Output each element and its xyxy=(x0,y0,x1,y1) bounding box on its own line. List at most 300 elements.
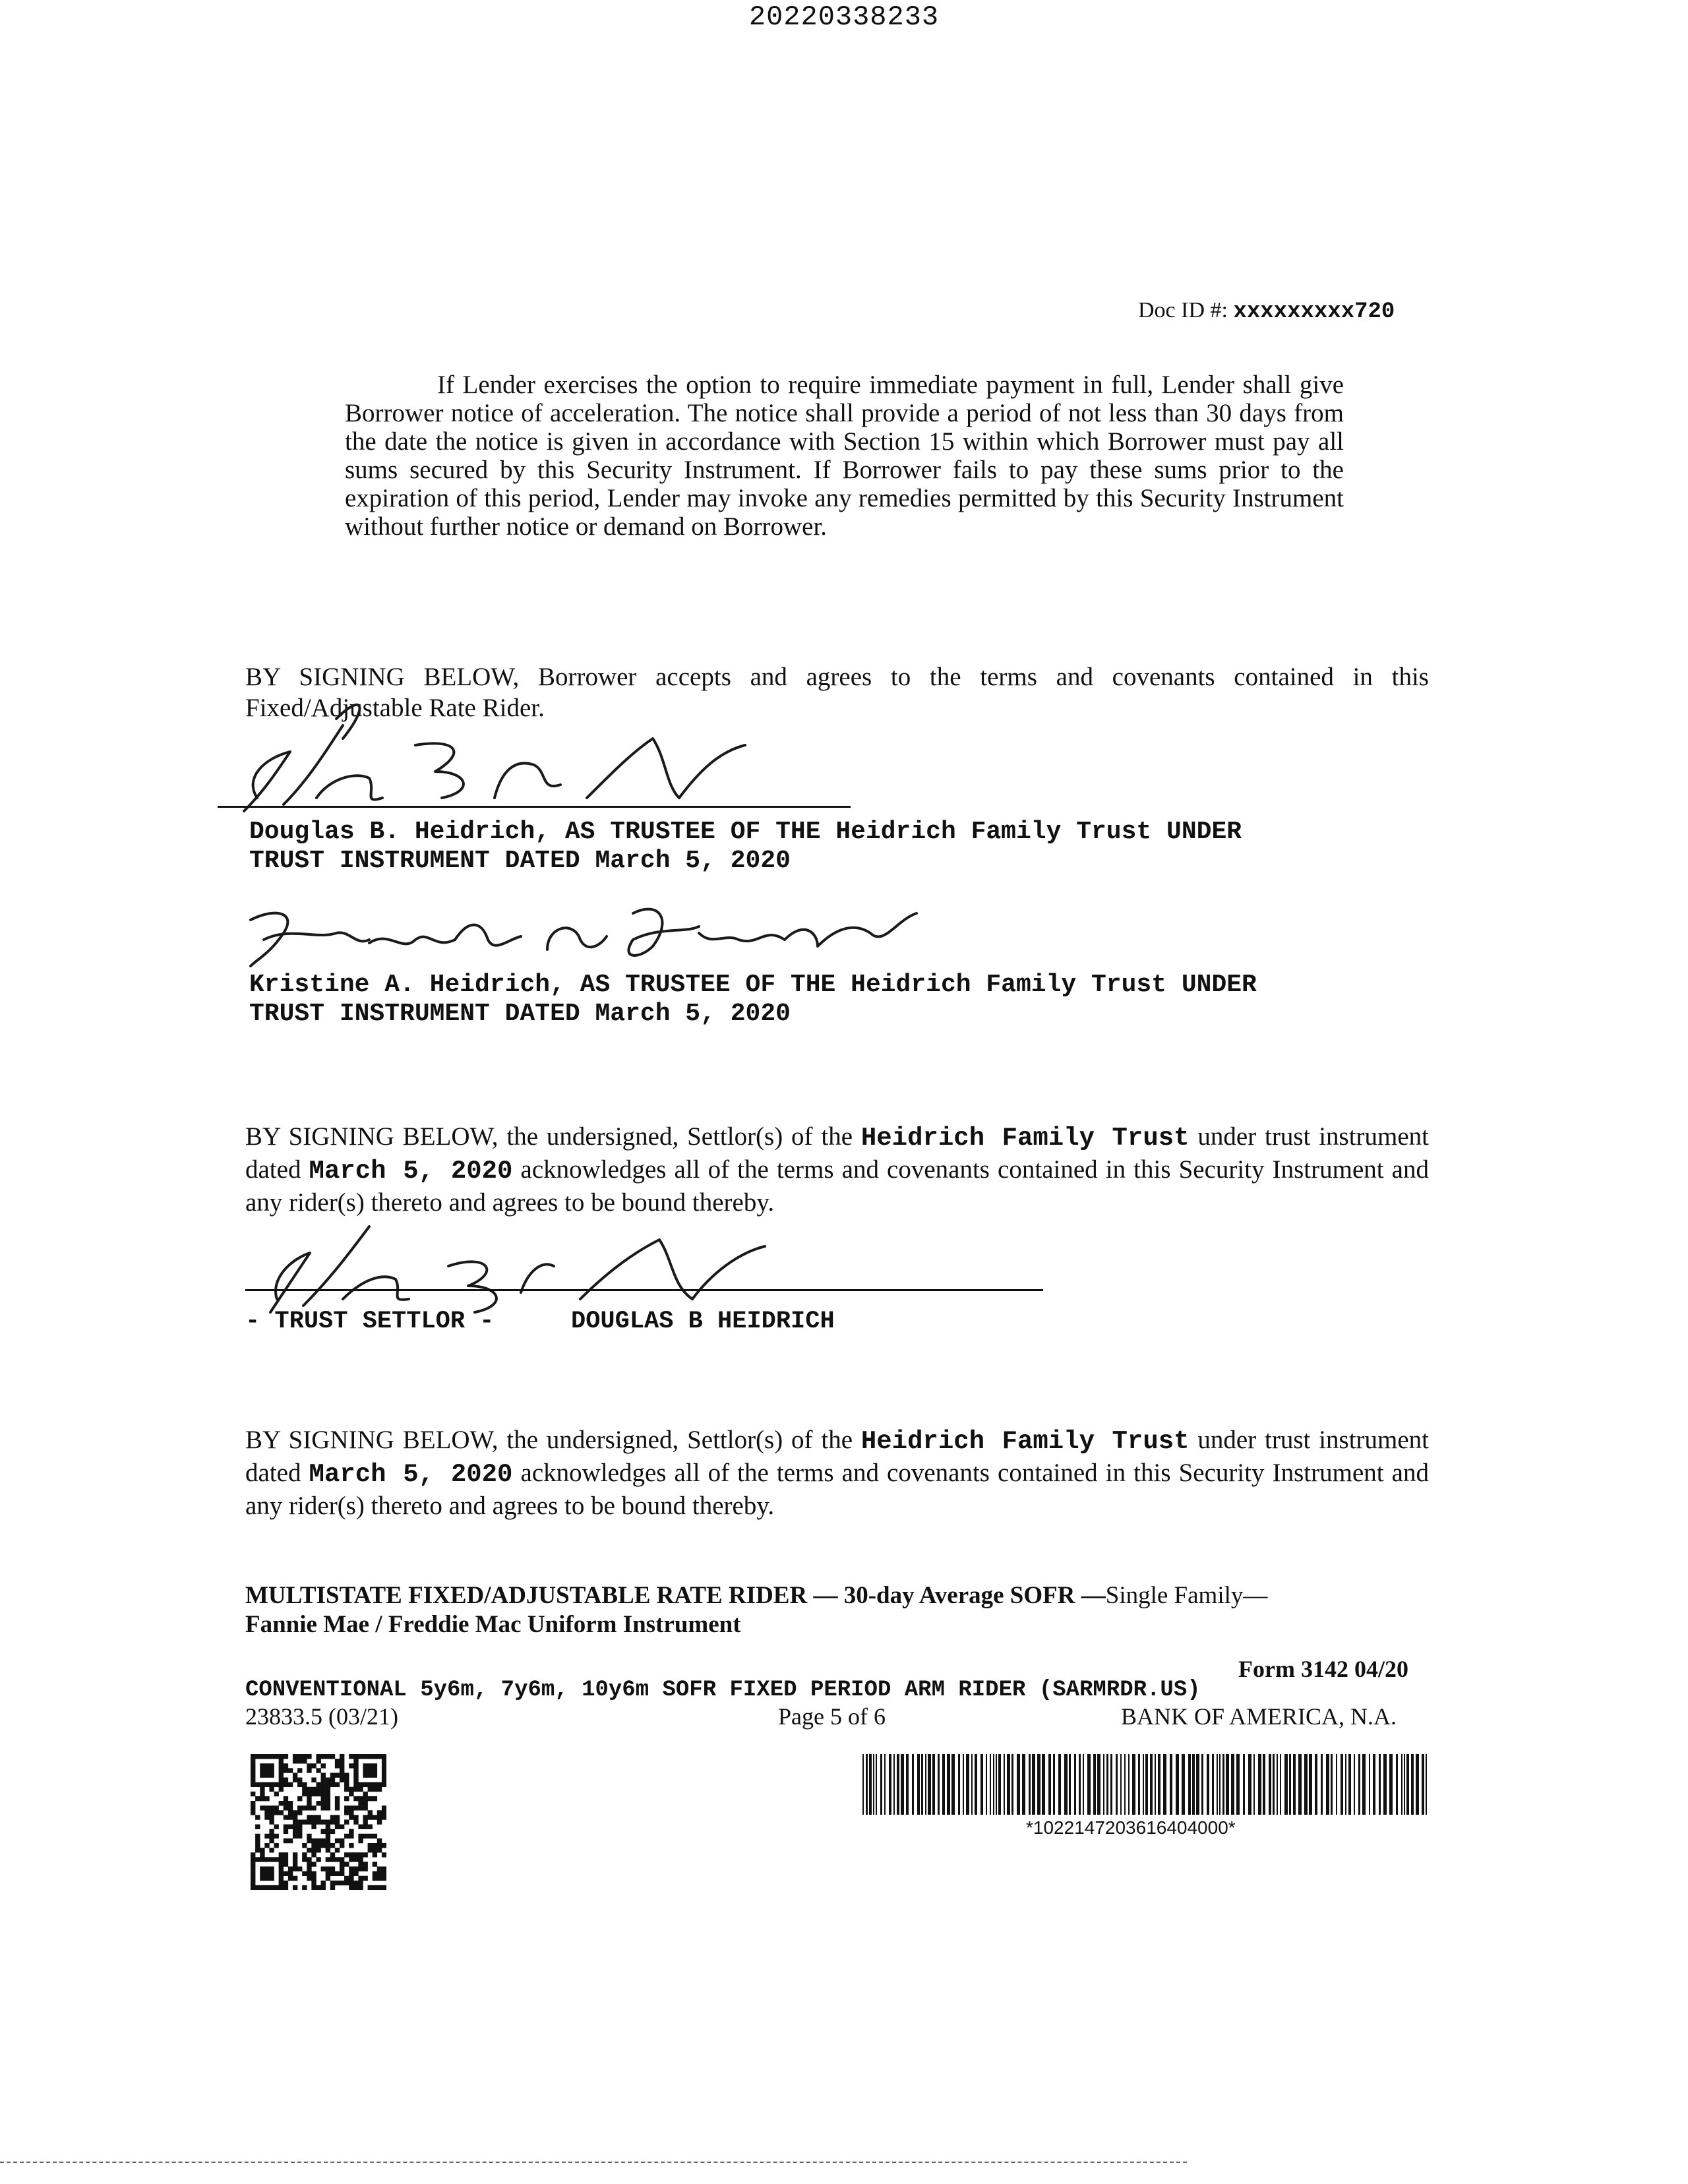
signer-kristine-line-2: TRUST INSTRUMENT DATED March 5, 2020 xyxy=(249,1000,791,1028)
qr-module xyxy=(316,1801,320,1805)
qr-module xyxy=(377,1754,382,1759)
barcode-bar xyxy=(971,1754,973,1815)
qr-module xyxy=(255,1825,260,1829)
qr-module xyxy=(340,1759,344,1763)
qr-module xyxy=(363,1782,367,1787)
qr-module xyxy=(373,1871,377,1876)
qr-module xyxy=(358,1885,363,1890)
qr-module xyxy=(373,1862,377,1866)
qr-module xyxy=(349,1871,353,1876)
qr-module xyxy=(373,1754,377,1759)
barcode-bar xyxy=(1120,1754,1122,1815)
signer-douglas-line-1: Douglas B. Heidrich, AS TRUSTEE OF THE Heidrich Family Trust UNDER xyxy=(249,818,1242,846)
qr-module xyxy=(340,1825,344,1829)
qr-module xyxy=(284,1825,288,1829)
barcode-bar xyxy=(947,1754,950,1815)
barcode-bar xyxy=(1087,1754,1091,1815)
qr-module xyxy=(307,1768,311,1773)
qr-module xyxy=(307,1848,311,1852)
qr-module xyxy=(321,1763,326,1768)
barcode-bar xyxy=(1345,1754,1346,1815)
barcode-bar xyxy=(990,1754,991,1815)
qr-module xyxy=(321,1801,326,1805)
qr-code xyxy=(251,1754,386,1890)
qr-module xyxy=(307,1754,311,1759)
qr-module xyxy=(344,1810,349,1815)
barcode-bar xyxy=(1163,1754,1166,1815)
qr-module xyxy=(251,1754,255,1759)
qr-module xyxy=(326,1838,330,1843)
qr-module xyxy=(368,1810,373,1815)
qr-module xyxy=(321,1819,326,1824)
qr-module xyxy=(335,1881,340,1885)
barcode-bar xyxy=(876,1754,877,1815)
lender-name: BANK OF AMERICA, N.A. xyxy=(1121,1703,1397,1730)
qr-module xyxy=(382,1876,386,1881)
qr-module xyxy=(279,1782,284,1787)
qr-module xyxy=(269,1768,274,1773)
barcode-bar xyxy=(1004,1754,1005,1815)
barcode-bar xyxy=(1326,1754,1329,1815)
barcode-bar xyxy=(1097,1754,1100,1815)
qr-module xyxy=(358,1787,363,1792)
qr-module xyxy=(311,1876,316,1881)
barcode-bar xyxy=(1253,1754,1255,1815)
barcode-bar xyxy=(1231,1754,1234,1815)
qr-module xyxy=(340,1763,344,1768)
qr-module xyxy=(255,1782,260,1787)
qr-module xyxy=(368,1768,373,1773)
doc-id xyxy=(1138,298,1395,324)
qr-module xyxy=(293,1815,297,1819)
barcode-bar xyxy=(1226,1754,1229,1815)
qr-module xyxy=(326,1866,330,1871)
acceleration-paragraph xyxy=(345,371,1344,541)
qr-module xyxy=(330,1819,335,1824)
qr-module xyxy=(260,1876,264,1881)
qr-module xyxy=(316,1848,320,1852)
qr-module xyxy=(373,1876,377,1881)
qr-module xyxy=(382,1852,386,1857)
qr-module xyxy=(293,1754,297,1759)
barcode-bar xyxy=(1029,1754,1031,1815)
qr-module xyxy=(284,1881,288,1885)
qr-module xyxy=(363,1876,367,1881)
barcode-bar xyxy=(1293,1754,1296,1815)
qr-module xyxy=(264,1782,269,1787)
signer-douglas-line-2: TRUST INSTRUMENT DATED March 5, 2020 xyxy=(249,847,791,875)
qr-module xyxy=(358,1857,363,1862)
barcode-bar xyxy=(1170,1754,1172,1815)
qr-module xyxy=(264,1796,269,1801)
qr-module xyxy=(307,1862,311,1866)
qr-module xyxy=(316,1885,320,1890)
qr-module xyxy=(288,1871,293,1876)
barcode-bar xyxy=(963,1754,964,1815)
barcode xyxy=(862,1754,1427,1815)
qr-module xyxy=(335,1801,340,1805)
qr-module xyxy=(335,1763,340,1768)
qr-module xyxy=(326,1857,330,1862)
barcode-bar xyxy=(1064,1754,1068,1815)
doc-id-label: Doc ID #: xyxy=(1138,298,1228,322)
qr-module xyxy=(340,1866,344,1871)
qr-module xyxy=(251,1759,255,1763)
qr-module xyxy=(274,1810,279,1815)
barcode-bar xyxy=(1406,1754,1409,1815)
signature-settlor xyxy=(237,1187,897,1319)
settlor-acknowledgement-1: BY SIGNING BELOW, the undersigned, Settlor(s) of the Heidrich Family Trust under trust instrument dated March 5, 2020 acknowledges all of the terms and covenants contained in this Security Instrument and any rider(s) thereto and agrees to be bound thereby. xyxy=(245,1122,1430,1217)
qr-module xyxy=(326,1871,330,1876)
qr-module xyxy=(255,1848,260,1852)
qr-module xyxy=(302,1819,307,1824)
barcode-bar xyxy=(1219,1754,1221,1815)
qr-module xyxy=(297,1825,302,1829)
signer-kristine-line-1: Kristine A. Heidrich, AS TRUSTEE OF THE Heidrich Family Trust UNDER xyxy=(249,971,1257,999)
barcode-bar xyxy=(1058,1754,1061,1815)
qr-module xyxy=(307,1876,311,1881)
qr-module xyxy=(358,1754,363,1759)
qr-module xyxy=(269,1754,274,1759)
qr-module xyxy=(321,1792,326,1796)
qr-module xyxy=(349,1885,353,1890)
qr-module xyxy=(373,1787,377,1792)
signature-douglas xyxy=(218,699,798,818)
qr-module xyxy=(269,1829,274,1834)
qr-module xyxy=(358,1838,363,1843)
qr-module xyxy=(251,1881,255,1885)
qr-module xyxy=(330,1871,335,1876)
barcode-bar xyxy=(1416,1754,1419,1815)
qr-module xyxy=(284,1754,288,1759)
barcode-bar xyxy=(993,1754,994,1815)
qr-module xyxy=(279,1866,284,1871)
qr-module xyxy=(255,1796,260,1801)
barcode-bar xyxy=(866,1754,868,1815)
qr-module xyxy=(330,1852,335,1857)
barcode-bar xyxy=(897,1754,899,1815)
qr-module xyxy=(311,1825,316,1829)
qr-module xyxy=(293,1866,297,1871)
qr-module xyxy=(335,1857,340,1862)
qr-module xyxy=(349,1810,353,1815)
qr-module xyxy=(279,1773,284,1777)
qr-module xyxy=(373,1773,377,1777)
qr-module xyxy=(368,1825,373,1829)
qr-module xyxy=(353,1885,358,1890)
qr-module xyxy=(363,1763,367,1768)
qr-module xyxy=(340,1768,344,1773)
qr-module xyxy=(353,1773,358,1777)
qr-module xyxy=(363,1773,367,1777)
barcode-bar xyxy=(862,1754,864,1815)
barcode-bar xyxy=(869,1754,872,1815)
barcode-bar xyxy=(1426,1754,1427,1815)
qr-module xyxy=(326,1829,330,1834)
barcode-bar xyxy=(1150,1754,1153,1815)
qr-module xyxy=(284,1829,288,1834)
barcode-bar xyxy=(1145,1754,1148,1815)
barcode-bar xyxy=(1192,1754,1195,1815)
qr-module xyxy=(335,1848,340,1852)
qr-module xyxy=(382,1782,386,1787)
qr-module xyxy=(307,1801,311,1805)
qr-module xyxy=(307,1787,311,1792)
qr-module xyxy=(382,1778,386,1782)
qr-module xyxy=(316,1754,320,1759)
qr-module xyxy=(321,1885,326,1890)
qr-module xyxy=(326,1796,330,1801)
qr-module xyxy=(251,1862,255,1866)
qr-module xyxy=(368,1885,373,1890)
qr-module xyxy=(293,1862,297,1866)
qr-module xyxy=(368,1834,373,1838)
qr-module xyxy=(353,1805,358,1810)
barcode-bar xyxy=(1396,1754,1398,1815)
qr-module xyxy=(288,1838,293,1843)
qr-module xyxy=(373,1843,377,1848)
signature-line-douglas xyxy=(218,806,851,808)
qr-module xyxy=(382,1754,386,1759)
qr-module xyxy=(260,1885,264,1890)
qr-module xyxy=(260,1796,264,1801)
barcode-bar xyxy=(1348,1754,1351,1815)
qr-module xyxy=(288,1768,293,1773)
qr-module xyxy=(264,1810,269,1815)
qr-module xyxy=(321,1838,326,1843)
qr-module xyxy=(358,1852,363,1857)
barcode-bar xyxy=(884,1754,886,1815)
qr-module xyxy=(358,1862,363,1866)
qr-module xyxy=(293,1819,297,1824)
form-code: CONVENTIONAL 5y6m, 7y6m, 10y6m SOFR FIXED PERIOD ARM RIDER (SARMRDR.US) xyxy=(245,1678,1201,1703)
barcode-bar xyxy=(938,1754,940,1815)
barcode-bar xyxy=(1243,1754,1245,1815)
qr-module xyxy=(269,1782,274,1787)
qr-module xyxy=(335,1838,340,1843)
qr-module xyxy=(368,1848,373,1852)
barcode-bar xyxy=(1401,1754,1402,1815)
barcode-bar xyxy=(925,1754,926,1815)
qr-module xyxy=(297,1834,302,1838)
qr-module xyxy=(344,1862,349,1866)
qr-module xyxy=(307,1871,311,1876)
qr-module xyxy=(340,1881,344,1885)
qr-module xyxy=(288,1805,293,1810)
qr-module xyxy=(279,1787,284,1792)
barcode-bar xyxy=(1188,1754,1191,1815)
qr-module xyxy=(335,1805,340,1810)
qr-module xyxy=(335,1782,340,1787)
qr-module xyxy=(307,1815,311,1819)
qr-module xyxy=(321,1843,326,1848)
qr-module xyxy=(251,1885,255,1890)
qr-module xyxy=(297,1819,302,1824)
qr-module xyxy=(335,1871,340,1876)
qr-module xyxy=(353,1796,358,1801)
barcode-bar xyxy=(980,1754,983,1815)
qr-module xyxy=(279,1871,284,1876)
qr-module xyxy=(284,1768,288,1773)
qr-module xyxy=(344,1773,349,1777)
barcode-bar xyxy=(986,1754,987,1815)
qr-module xyxy=(340,1754,344,1759)
barcode-bar xyxy=(1422,1754,1424,1815)
qr-module xyxy=(264,1843,269,1848)
qr-module xyxy=(307,1866,311,1871)
qr-module xyxy=(340,1843,344,1848)
qr-module xyxy=(279,1857,284,1862)
signature-kristine xyxy=(237,894,936,973)
qr-module xyxy=(340,1838,344,1843)
qr-module xyxy=(293,1778,297,1782)
qr-module xyxy=(382,1871,386,1876)
qr-module xyxy=(297,1782,302,1787)
qr-module xyxy=(284,1782,288,1787)
qr-module xyxy=(363,1862,367,1866)
qr-module xyxy=(363,1852,367,1857)
qr-module xyxy=(284,1805,288,1810)
qr-module xyxy=(284,1763,288,1768)
settlor-name: DOUGLAS B HEIDRICH xyxy=(571,1308,835,1335)
qr-module xyxy=(251,1778,255,1782)
qr-module xyxy=(251,1852,255,1857)
qr-module xyxy=(311,1787,316,1792)
qr-module xyxy=(269,1773,274,1777)
qr-module xyxy=(279,1801,284,1805)
doc-version: 23833.5 (03/21) xyxy=(245,1703,398,1730)
qr-module xyxy=(363,1754,367,1759)
qr-module xyxy=(373,1885,377,1890)
signature-line-settlor xyxy=(245,1289,1043,1291)
qr-module xyxy=(264,1754,269,1759)
qr-module xyxy=(264,1805,269,1810)
qr-module xyxy=(330,1773,335,1777)
qr-module xyxy=(264,1773,269,1777)
barcode-bar xyxy=(1201,1754,1203,1815)
qr-module xyxy=(279,1759,284,1763)
qr-module xyxy=(326,1754,330,1759)
qr-module xyxy=(297,1810,302,1815)
qr-module xyxy=(344,1876,349,1881)
barcode-bar xyxy=(1277,1754,1278,1815)
qr-module xyxy=(288,1801,293,1805)
barcode-bar xyxy=(1103,1754,1104,1815)
qr-module xyxy=(353,1857,358,1862)
qr-module xyxy=(330,1782,335,1787)
qr-module xyxy=(274,1792,279,1796)
qr-module xyxy=(293,1834,297,1838)
barcode-bar xyxy=(998,1754,1001,1815)
qr-module xyxy=(293,1852,297,1857)
qr-module xyxy=(255,1857,260,1862)
qr-module xyxy=(344,1787,349,1792)
qr-module xyxy=(269,1848,274,1852)
barcode-text: *1022147203616404000* xyxy=(1026,1817,1236,1838)
barcode-bar xyxy=(1007,1754,1010,1815)
barcode-bar xyxy=(951,1754,955,1815)
qr-module xyxy=(288,1866,293,1871)
qr-module xyxy=(377,1871,382,1876)
qr-module xyxy=(349,1866,353,1871)
barcode-bar xyxy=(1124,1754,1126,1815)
doc-id-value: xxxxxxxxx720 xyxy=(1233,299,1395,324)
qr-module xyxy=(251,1876,255,1881)
qr-module xyxy=(377,1885,382,1890)
qr-module xyxy=(269,1876,274,1881)
qr-module xyxy=(330,1866,335,1871)
qr-module xyxy=(373,1834,377,1838)
qr-module xyxy=(321,1829,326,1834)
barcode-bar xyxy=(1106,1754,1108,1815)
qr-module xyxy=(368,1815,373,1819)
barcode-bar xyxy=(1116,1754,1118,1815)
qr-module xyxy=(349,1763,353,1768)
qr-module xyxy=(260,1792,264,1796)
qr-module xyxy=(340,1871,344,1876)
qr-module xyxy=(330,1843,335,1848)
qr-module xyxy=(330,1829,335,1834)
qr-module xyxy=(316,1815,320,1819)
qr-module xyxy=(297,1829,302,1834)
trust-name: Heidrich Family Trust xyxy=(860,1427,1190,1456)
barcode-bar xyxy=(1017,1754,1020,1815)
qr-module xyxy=(326,1801,330,1805)
scan-edge-artifact xyxy=(0,2162,1187,2163)
qr-module xyxy=(353,1866,358,1871)
footer-title-bold: MULTISTATE FIXED/ADJUSTABLE RATE RIDER — 30-day Average SOFR — xyxy=(245,1582,1106,1609)
barcode-bar xyxy=(1222,1754,1224,1815)
barcode-bar xyxy=(1269,1754,1271,1815)
qr-module xyxy=(307,1857,311,1862)
qr-module xyxy=(251,1773,255,1777)
qr-module xyxy=(326,1778,330,1782)
qr-module xyxy=(297,1805,302,1810)
barcode-bar xyxy=(1196,1754,1199,1815)
qr-module xyxy=(363,1834,367,1838)
qr-module xyxy=(330,1857,335,1862)
qr-module xyxy=(284,1838,288,1843)
qr-module xyxy=(260,1857,264,1862)
qr-module xyxy=(297,1759,302,1763)
qr-module xyxy=(349,1787,353,1792)
qr-module xyxy=(302,1782,307,1787)
qr-module xyxy=(326,1787,330,1792)
qr-module xyxy=(251,1763,255,1768)
qr-module xyxy=(260,1852,264,1857)
qr-module xyxy=(255,1838,260,1843)
qr-module xyxy=(373,1852,377,1857)
qr-module xyxy=(344,1819,349,1824)
qr-module xyxy=(335,1815,340,1819)
qr-module xyxy=(349,1881,353,1885)
barcode-bar xyxy=(1263,1754,1265,1815)
barcode-bar xyxy=(1032,1754,1035,1815)
qr-module xyxy=(358,1796,363,1801)
qr-module xyxy=(363,1805,367,1810)
qr-module xyxy=(344,1805,349,1810)
barcode-bar xyxy=(1369,1754,1370,1815)
qr-module xyxy=(335,1796,340,1801)
barcode-bar xyxy=(932,1754,935,1815)
qr-module xyxy=(297,1768,302,1773)
barcode-bar xyxy=(1280,1754,1281,1815)
qr-module xyxy=(302,1871,307,1876)
qr-module xyxy=(344,1796,349,1801)
qr-module xyxy=(340,1857,344,1862)
qr-module xyxy=(279,1763,284,1768)
barcode-bar xyxy=(1404,1754,1405,1815)
